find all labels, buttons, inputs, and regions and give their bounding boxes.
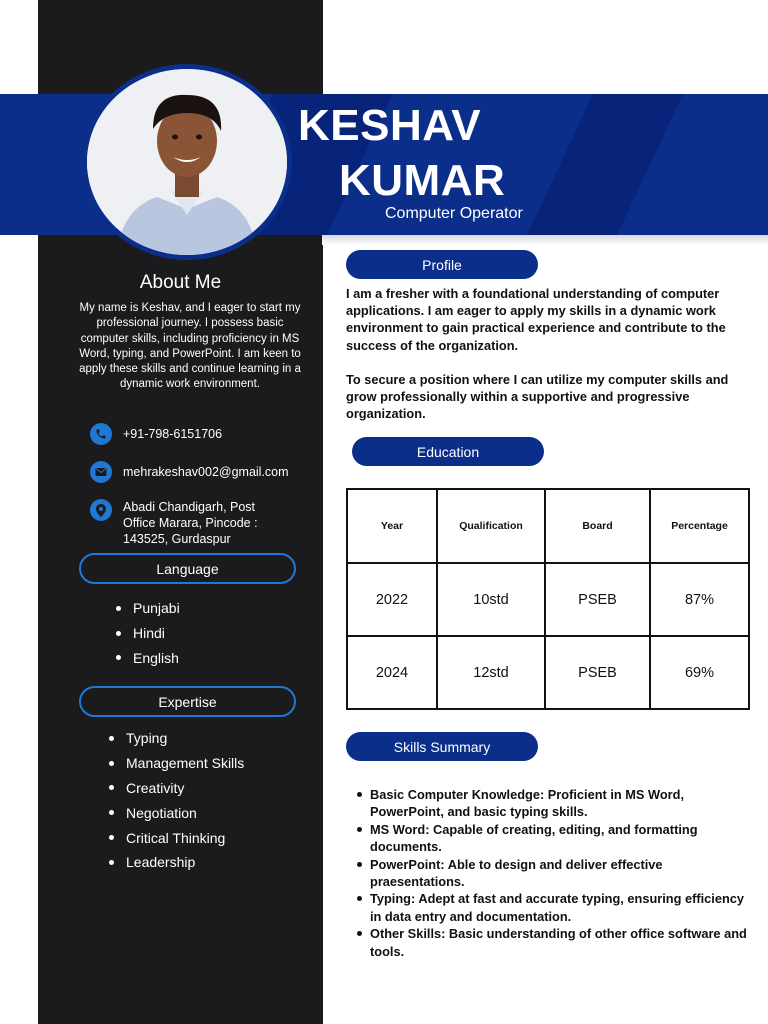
table-cell: 12std	[437, 636, 545, 709]
table-cell: 2024	[347, 636, 437, 709]
table-row	[347, 563, 749, 636]
phone-icon	[90, 423, 112, 445]
list-item: Negotiation	[109, 800, 244, 825]
table-cell: 69%	[650, 636, 749, 709]
list-item: Leadership	[109, 850, 244, 875]
banner-shadow	[322, 235, 768, 245]
location-icon	[90, 499, 112, 521]
about-title: About Me	[139, 272, 222, 293]
contact-address	[90, 499, 283, 547]
list-item: Critical Thinking	[109, 825, 244, 850]
list-item: English	[116, 646, 180, 671]
banner-stripe	[527, 94, 683, 235]
address-text: Abadi Chandigarh, Post Office Marara, Pincode : 143525, Gurdaspur	[123, 500, 258, 546]
list-item: Hindi	[116, 621, 180, 646]
table-cell: 10std	[437, 563, 545, 636]
email-icon	[90, 461, 112, 483]
list-item: Basic Computer Knowledge: Proficient in MS Word, PowerPoint, and basic typing skills.	[370, 786, 750, 821]
list-item: Typing: Adept at fast and accurate typing, ensuring efficiency in data entry and documentation.	[370, 890, 750, 925]
list-item: Other Skills: Basic understanding of other office software and tools.	[370, 925, 750, 960]
person-photo-icon	[87, 69, 287, 255]
profile-text	[346, 285, 741, 423]
profile-paragraph: I am a fresher with a foundational understanding of computer applications. I am eager to apply my skills in a dynamic work environment to gain practical experience and contribute to the success of the organization.	[346, 286, 726, 353]
phone-text: +91-798-6151706	[123, 427, 223, 441]
skills-heading: Skills Summary	[346, 732, 538, 761]
list-item: Creativity	[109, 776, 244, 801]
profile-heading: Profile	[346, 250, 538, 279]
column-header: Percentage	[650, 489, 749, 563]
table-row	[347, 636, 749, 709]
column-header: Year	[347, 489, 437, 563]
table-cell: PSEB	[545, 563, 650, 636]
expertise-heading: Expertise	[79, 686, 296, 717]
about-text: My name is Keshav, and I eager to start my professional journey. I possess basic computer skills, including proficiency in MS Word, typing, and PowerPoint. I am keen to apply these skills and continue learning in a dynamic work environment.	[79, 302, 301, 391]
skills-list	[370, 786, 750, 960]
job-title: Computer Operator	[385, 205, 523, 222]
contact-email	[90, 461, 318, 483]
expertise-list	[109, 726, 244, 875]
list-item: Typing	[109, 726, 244, 751]
education-heading: Education	[352, 437, 544, 466]
column-header: Board	[545, 489, 650, 563]
email-text: mehrakeshav002@gmail.com	[123, 465, 289, 479]
language-heading: Language	[79, 553, 296, 584]
list-item: MS Word: Capable of creating, editing, and formatting documents.	[370, 821, 750, 856]
list-item: Management Skills	[109, 751, 244, 776]
first-name: KESHAV	[298, 101, 482, 150]
list-item: PowerPoint: Able to design and deliver effective praesentations.	[370, 856, 750, 891]
profile-photo	[87, 69, 287, 255]
objective-paragraph: To secure a position where I can utilize my computer skills and grow professionally within a supportive and progressive organization.	[346, 372, 729, 422]
language-list	[116, 596, 180, 670]
table-cell: 87%	[650, 563, 749, 636]
table-header-row	[347, 489, 749, 563]
table-cell: 2022	[347, 563, 437, 636]
education-table	[346, 488, 750, 710]
list-item: Punjabi	[116, 596, 180, 621]
contact-phone	[90, 423, 308, 445]
table-cell: PSEB	[545, 636, 650, 709]
column-header: Qualification	[437, 489, 545, 563]
last-name: KUMAR	[339, 156, 506, 205]
